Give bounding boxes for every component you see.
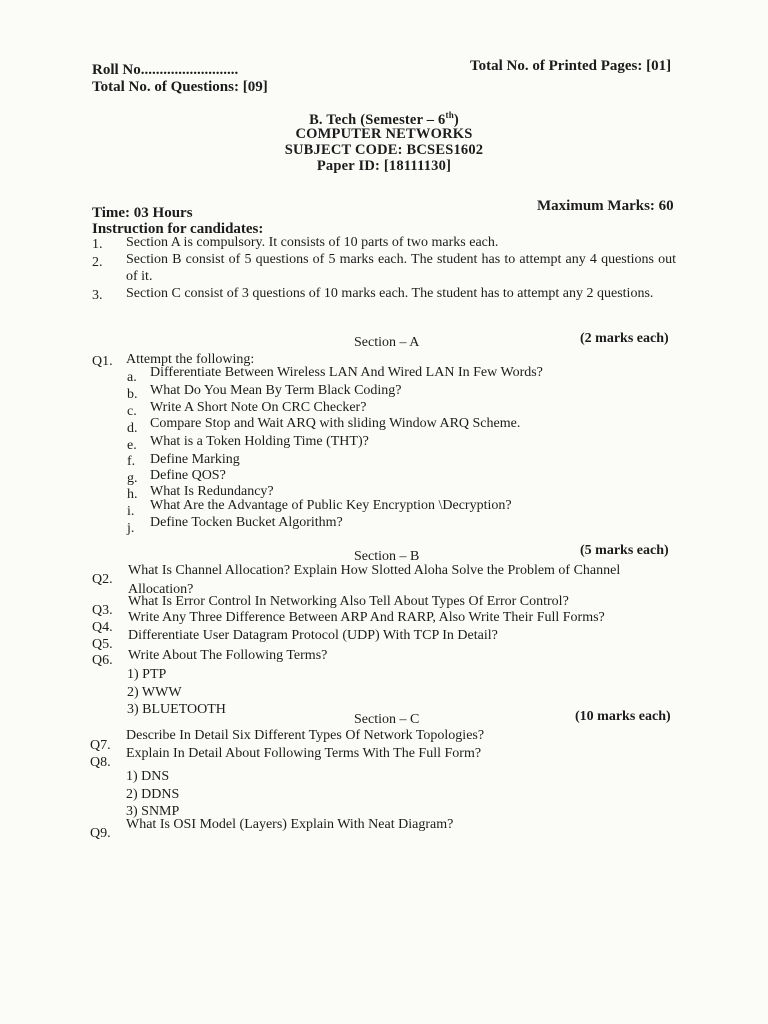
question-number: Q3. xyxy=(92,603,113,618)
list-item: 3) SNMP xyxy=(126,804,180,819)
question-number: Q2. xyxy=(92,572,113,587)
part-text: Compare Stop and Wait ARQ with sliding Window ARQ Scheme. xyxy=(150,416,521,431)
part-text: Define Marking xyxy=(150,452,240,467)
section-c-marks: (10 marks each) xyxy=(575,709,671,724)
question-text: Differentiate User Datagram Protocol (UDP) With TCP In Detail? xyxy=(128,628,498,643)
instruction-number: 2. xyxy=(92,255,103,270)
part-text: What Are the Advantage of Public Key Encryption \Decryption? xyxy=(150,498,512,513)
question-text: Explain In Detail About Following Terms With The Full Form? xyxy=(126,746,482,761)
part-label: f. xyxy=(127,454,136,469)
question-number: Q1. xyxy=(92,354,113,369)
question-number: Q8. xyxy=(90,755,111,770)
question-text-continued: Allocation? xyxy=(128,582,194,597)
question-text: Write About The Following Terms? xyxy=(128,648,328,663)
question-number: Q5. xyxy=(92,637,113,652)
course-line: B. Tech (Semester – 6th) xyxy=(309,110,459,128)
instruction-text: Section C consist of 3 questions of 10 marks each. The student has to attempt any 2 questions. xyxy=(126,286,654,301)
exam-time: Time: 03 Hours xyxy=(92,205,193,221)
question-text: What Is Error Control In Networking Also Tell About Types Of Error Control? xyxy=(128,594,569,609)
roll-number: Roll No.......................... xyxy=(92,62,239,78)
paper-id: Paper ID: [18111130] xyxy=(316,158,452,174)
part-label: d. xyxy=(127,421,138,436)
part-text: Define Tocken Bucket Algorithm? xyxy=(150,515,343,530)
part-label: j. xyxy=(127,521,135,536)
question-text: What Is Channel Allocation? Explain How Slotted Aloha Solve the Problem of Channel xyxy=(128,563,621,578)
question-text: Attempt the following: xyxy=(126,352,255,367)
section-b-title: Section – B xyxy=(354,549,420,564)
instructions-heading: Instruction for candidates: xyxy=(92,221,264,237)
question-number: Q6. xyxy=(92,653,113,668)
instruction-number: 3. xyxy=(92,288,103,303)
instruction-text: Section B consist of 5 questions of 5 marks each. The student has to attempt any 4 questions out of it. xyxy=(126,252,676,284)
instruction-text: Section A is compulsory. It consists of 10 parts of two marks each. xyxy=(126,235,499,250)
part-text: Differentiate Between Wireless LAN And Wired LAN In Few Words? xyxy=(150,365,543,380)
list-item: 1) DNS xyxy=(126,769,170,784)
question-text: What Is OSI Model (Layers) Explain With Neat Diagram? xyxy=(126,817,454,832)
question-text: Write Any Three Difference Between ARP And RARP, Also Write Their Full Forms? xyxy=(128,610,605,625)
question-number: Q7. xyxy=(90,738,111,753)
section-a-marks: (2 marks each) xyxy=(580,331,669,346)
list-item: 1) PTP xyxy=(127,667,167,682)
part-label: i. xyxy=(127,504,135,519)
part-label: h. xyxy=(127,487,138,502)
section-c-title: Section – C xyxy=(354,712,420,727)
part-text: Define QOS? xyxy=(150,468,226,483)
part-label: b. xyxy=(127,387,138,402)
subject-code: SUBJECT CODE: BCSES1602 xyxy=(284,142,484,158)
list-item: 2) DDNS xyxy=(126,787,180,802)
part-label: a. xyxy=(127,370,137,385)
part-label: c. xyxy=(127,404,137,419)
question-number: Q9. xyxy=(90,826,111,841)
maximum-marks: Maximum Marks: 60 xyxy=(537,198,674,214)
list-item: 3) BLUETOOTH xyxy=(127,702,226,717)
total-questions: Total No. of Questions: [09] xyxy=(92,79,268,95)
part-text: What Is Redundancy? xyxy=(150,484,274,499)
subject-title: COMPUTER NETWORKS xyxy=(295,126,473,142)
section-a-title: Section – A xyxy=(354,335,420,350)
part-text: Write A Short Note On CRC Checker? xyxy=(150,400,367,415)
total-printed-pages: Total No. of Printed Pages: [01] xyxy=(470,58,672,74)
question-number: Q4. xyxy=(92,620,113,635)
section-b-marks: (5 marks each) xyxy=(580,543,669,558)
part-text: What is a Token Holding Time (THT)? xyxy=(150,434,369,449)
part-text: What Do You Mean By Term Black Coding? xyxy=(150,383,402,398)
instruction-number: 1. xyxy=(92,237,103,252)
question-text: Describe In Detail Six Different Types Of Network Topologies? xyxy=(126,728,485,743)
part-label: g. xyxy=(127,471,138,486)
list-item: 2) WWW xyxy=(127,685,182,700)
part-label: e. xyxy=(127,438,137,453)
